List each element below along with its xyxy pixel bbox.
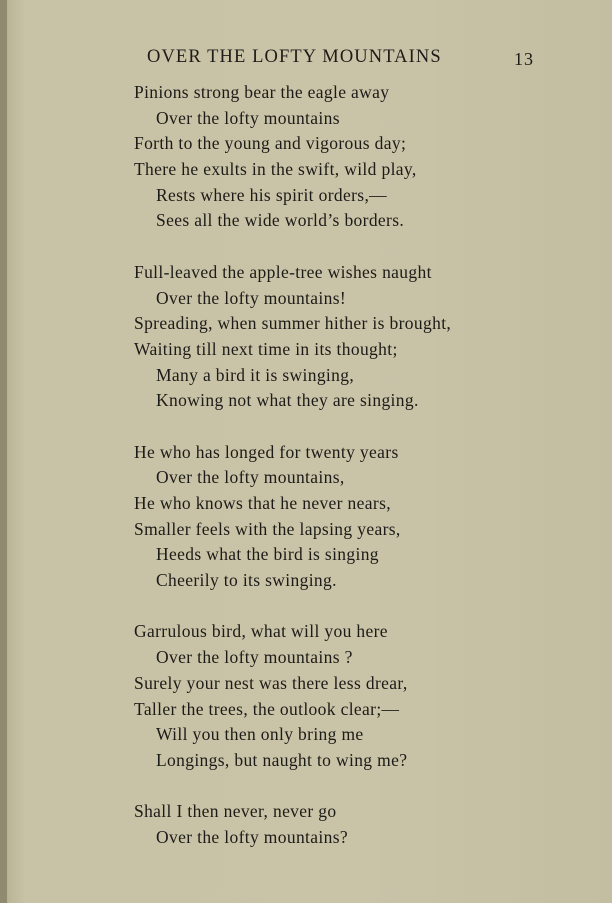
stanza-2 [134, 260, 604, 414]
stanza-5 [134, 799, 604, 850]
poem-line: Heeds what the bird is singing [156, 544, 379, 565]
poem-line: He who has longed for twenty years [134, 441, 399, 462]
poem-line-refrain: Over the lofty mountains, [156, 467, 345, 488]
poem-line: He who knows that he never nears, [134, 493, 391, 513]
page-number: 13 [514, 49, 534, 69]
running-head: OVER THE LOFTY MOUNTAINS [147, 47, 442, 67]
poem-line: Forth to the young and vigorous day; [134, 133, 407, 154]
poem-line-refrain: Over the lofty mountains! [156, 287, 347, 308]
poem-line: Sees all the wide world’s borders. [156, 210, 405, 231]
poem-line: Rests where his spirit orders,— [156, 184, 388, 205]
poem-line: Many a bird it is swinging, [156, 364, 355, 385]
poem-line: Taller the trees, the outlook clear;— [134, 698, 400, 719]
poem-line-refrain: Over the lofty mountains? [156, 826, 348, 847]
poem-line: Longings, but naught to wing me? [156, 749, 408, 770]
stanza-4 [134, 619, 604, 773]
poem-line: Knowing not what they are singing. [156, 390, 419, 411]
poem-body [134, 80, 604, 851]
page-header [0, 47, 612, 73]
poem-line: Shall I then never, never go [134, 801, 337, 822]
poem-line: Pinions strong bear the eagle away [134, 82, 390, 102]
poem-line: Full-leaved the apple-tree wishes naught [134, 261, 432, 282]
poem-line: Surely your nest was there less drear, [134, 672, 408, 693]
poem-line: There he exults in the swift, wild play, [134, 159, 417, 180]
poem-line: Will you then only bring me [156, 724, 364, 745]
poem-line: Spreading, when summer hither is brought, [134, 313, 452, 334]
poem-line: Waiting till next time in its thought; [134, 338, 398, 359]
page-gutter [0, 0, 7, 903]
poem-line: Smaller feels with the lapsing years, [134, 518, 401, 539]
poem-line-refrain: Over the lofty mountains [156, 107, 340, 128]
stanza-3 [134, 440, 604, 594]
poem-line-refrain: Over the lofty mountains ? [156, 647, 353, 668]
poem-line: Cheerily to its swinging. [156, 570, 337, 591]
poem-line: Garrulous bird, what will you here [134, 621, 388, 642]
stanza-1 [134, 80, 604, 234]
